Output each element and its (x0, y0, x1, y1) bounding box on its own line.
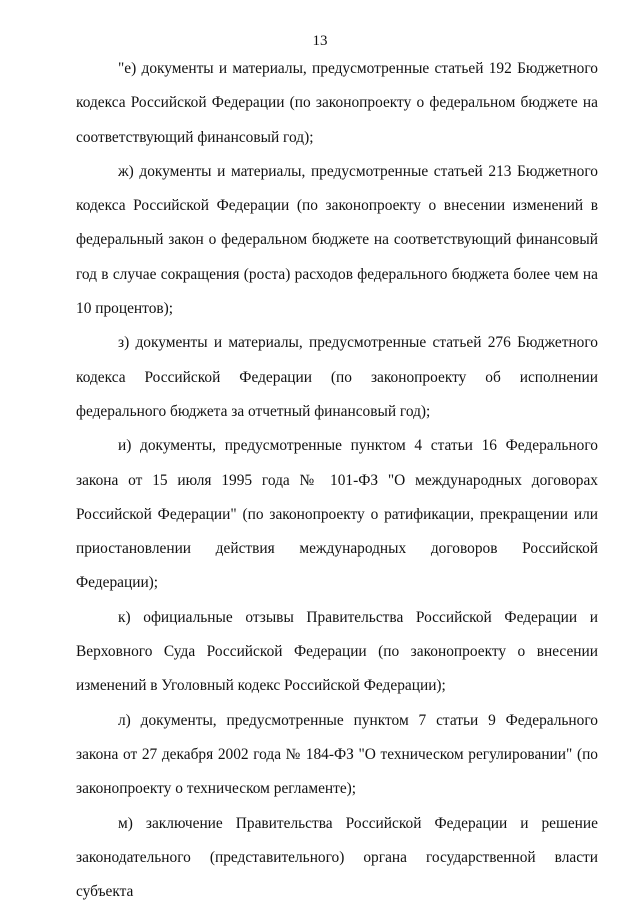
page-number: 13 (312, 33, 328, 49)
paragraph-item-z: з) документы и материалы, предусмотренные статьей 276 Бюджетного кодекса Российской Федерации (по законопроекту об исполнении федерального бюджета за отчетный финансовый год); (76, 334, 598, 420)
paragraph-item-e: "е) документы и материалы, предусмотренные статьей 192 Бюджетного кодекса Российской Федерации (по законопроекту о федеральном бюджете на соответствующий финансовый год); (76, 60, 598, 146)
paragraph-item-zh: ж) документы и материалы, предусмотренные статьей 213 Бюджетного кодекса Российской Федерации (по законопроекту о внесении изменений в федеральный закон о федеральном бюджете на соответствующий финансовый год в случае сокращения (роста) расходов федерального бюджета более чем на 10 процентов); (76, 162, 598, 318)
document-body (76, 52, 598, 909)
paragraph-item-l: л) документы, предусмотренные пунктом 7 статьи 9 Федерального закона от 27 декабря 2002 года № 184-ФЗ "О техническом регулировании" (по законопроекту о техническом регламенте); (76, 711, 598, 798)
paragraph-item-i: и) документы, предусмотренные пунктом 4 статьи 16 Федерального закона от 15 июля 1995 года № 101-ФЗ "О международных договорах Российской Федерации" (по законопроекту о ратификации, прекращении или приостановлении действия международных договоров Российской Федерации); (76, 437, 598, 592)
paragraph-item-m: м) заключение Правительства Российской Федерации и решение законодательного (представительного) органа государственной власти субъекта (76, 814, 598, 901)
paragraph-item-k: к) официальные отзывы Правительства Российской Федерации и Верховного Суда Российской Федерации (по законопроекту о внесении изменений в Уголовный кодекс Российской Федерации); (76, 608, 598, 695)
